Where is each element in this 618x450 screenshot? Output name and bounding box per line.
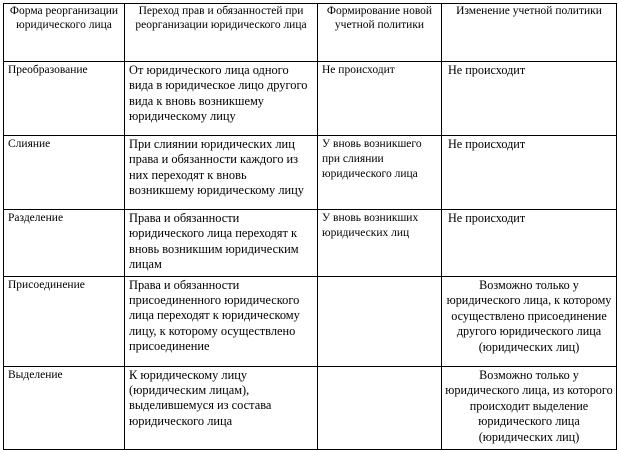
- cell-transfer: Права и обязанности юридического лица переходят к вновь возникшим юридическим лицам: [125, 210, 318, 277]
- header-transfer: Переход прав и обязанностей при реорганизации юридического лица: [125, 4, 318, 62]
- table-row: [4, 210, 617, 277]
- cell-transfer: Права и обязанности присоединенного юридического лица переходят к юридическому лицу, к которому осуществлено присоединение: [125, 276, 318, 366]
- table-row: [4, 136, 617, 210]
- cell-new-policy: У вновь возникших юридических лиц: [318, 210, 442, 277]
- cell-transfer: При слиянии юридических лиц права и обязанности каждого из них переходят к вновь возникшему юридическому лицу: [125, 136, 318, 210]
- cell-form: Слияние: [4, 136, 125, 210]
- header-row: [4, 4, 617, 62]
- table-body: [4, 62, 617, 450]
- table-header: [4, 4, 617, 62]
- header-form: Форма реорганизации юридического лица: [4, 4, 125, 62]
- header-new-policy: Формирование новой учетной политики: [318, 4, 442, 62]
- cell-transfer: От юридического лица одного вида в юридическое лицо другого вида к вновь возникшему юридическому лицу: [125, 62, 318, 136]
- cell-form: Присоединение: [4, 276, 125, 366]
- header-policy-change: Изменение учетной политики: [442, 4, 617, 62]
- cell-policy-change: Возможно только у юридического лица, к которому осуществлено присоединение другого юридического лица (юридических лиц): [442, 276, 617, 366]
- cell-policy-change: Не происходит: [442, 62, 617, 136]
- cell-policy-change: Не происходит: [442, 210, 617, 277]
- cell-form: Выделение: [4, 366, 125, 449]
- cell-policy-change: Возможно только у юридического лица, из которого происходит выделение юридического лица (юридических лиц): [442, 366, 617, 449]
- table-row: [4, 62, 617, 136]
- table-row: [4, 366, 617, 449]
- cell-form: Разделение: [4, 210, 125, 277]
- cell-form: Преобразование: [4, 62, 125, 136]
- cell-new-policy: У вновь возникшего при слиянии юридического лица: [318, 136, 442, 210]
- cell-policy-change: Не происходит: [442, 136, 617, 210]
- cell-new-policy: Не происходит: [318, 62, 442, 136]
- cell-new-policy: [318, 366, 442, 449]
- cell-new-policy: [318, 276, 442, 366]
- cell-transfer: К юридическому лицу (юридическим лицам), выделившемуся из состава юридического лица: [125, 366, 318, 449]
- table-row: [4, 276, 617, 366]
- reorganization-table: [3, 3, 617, 450]
